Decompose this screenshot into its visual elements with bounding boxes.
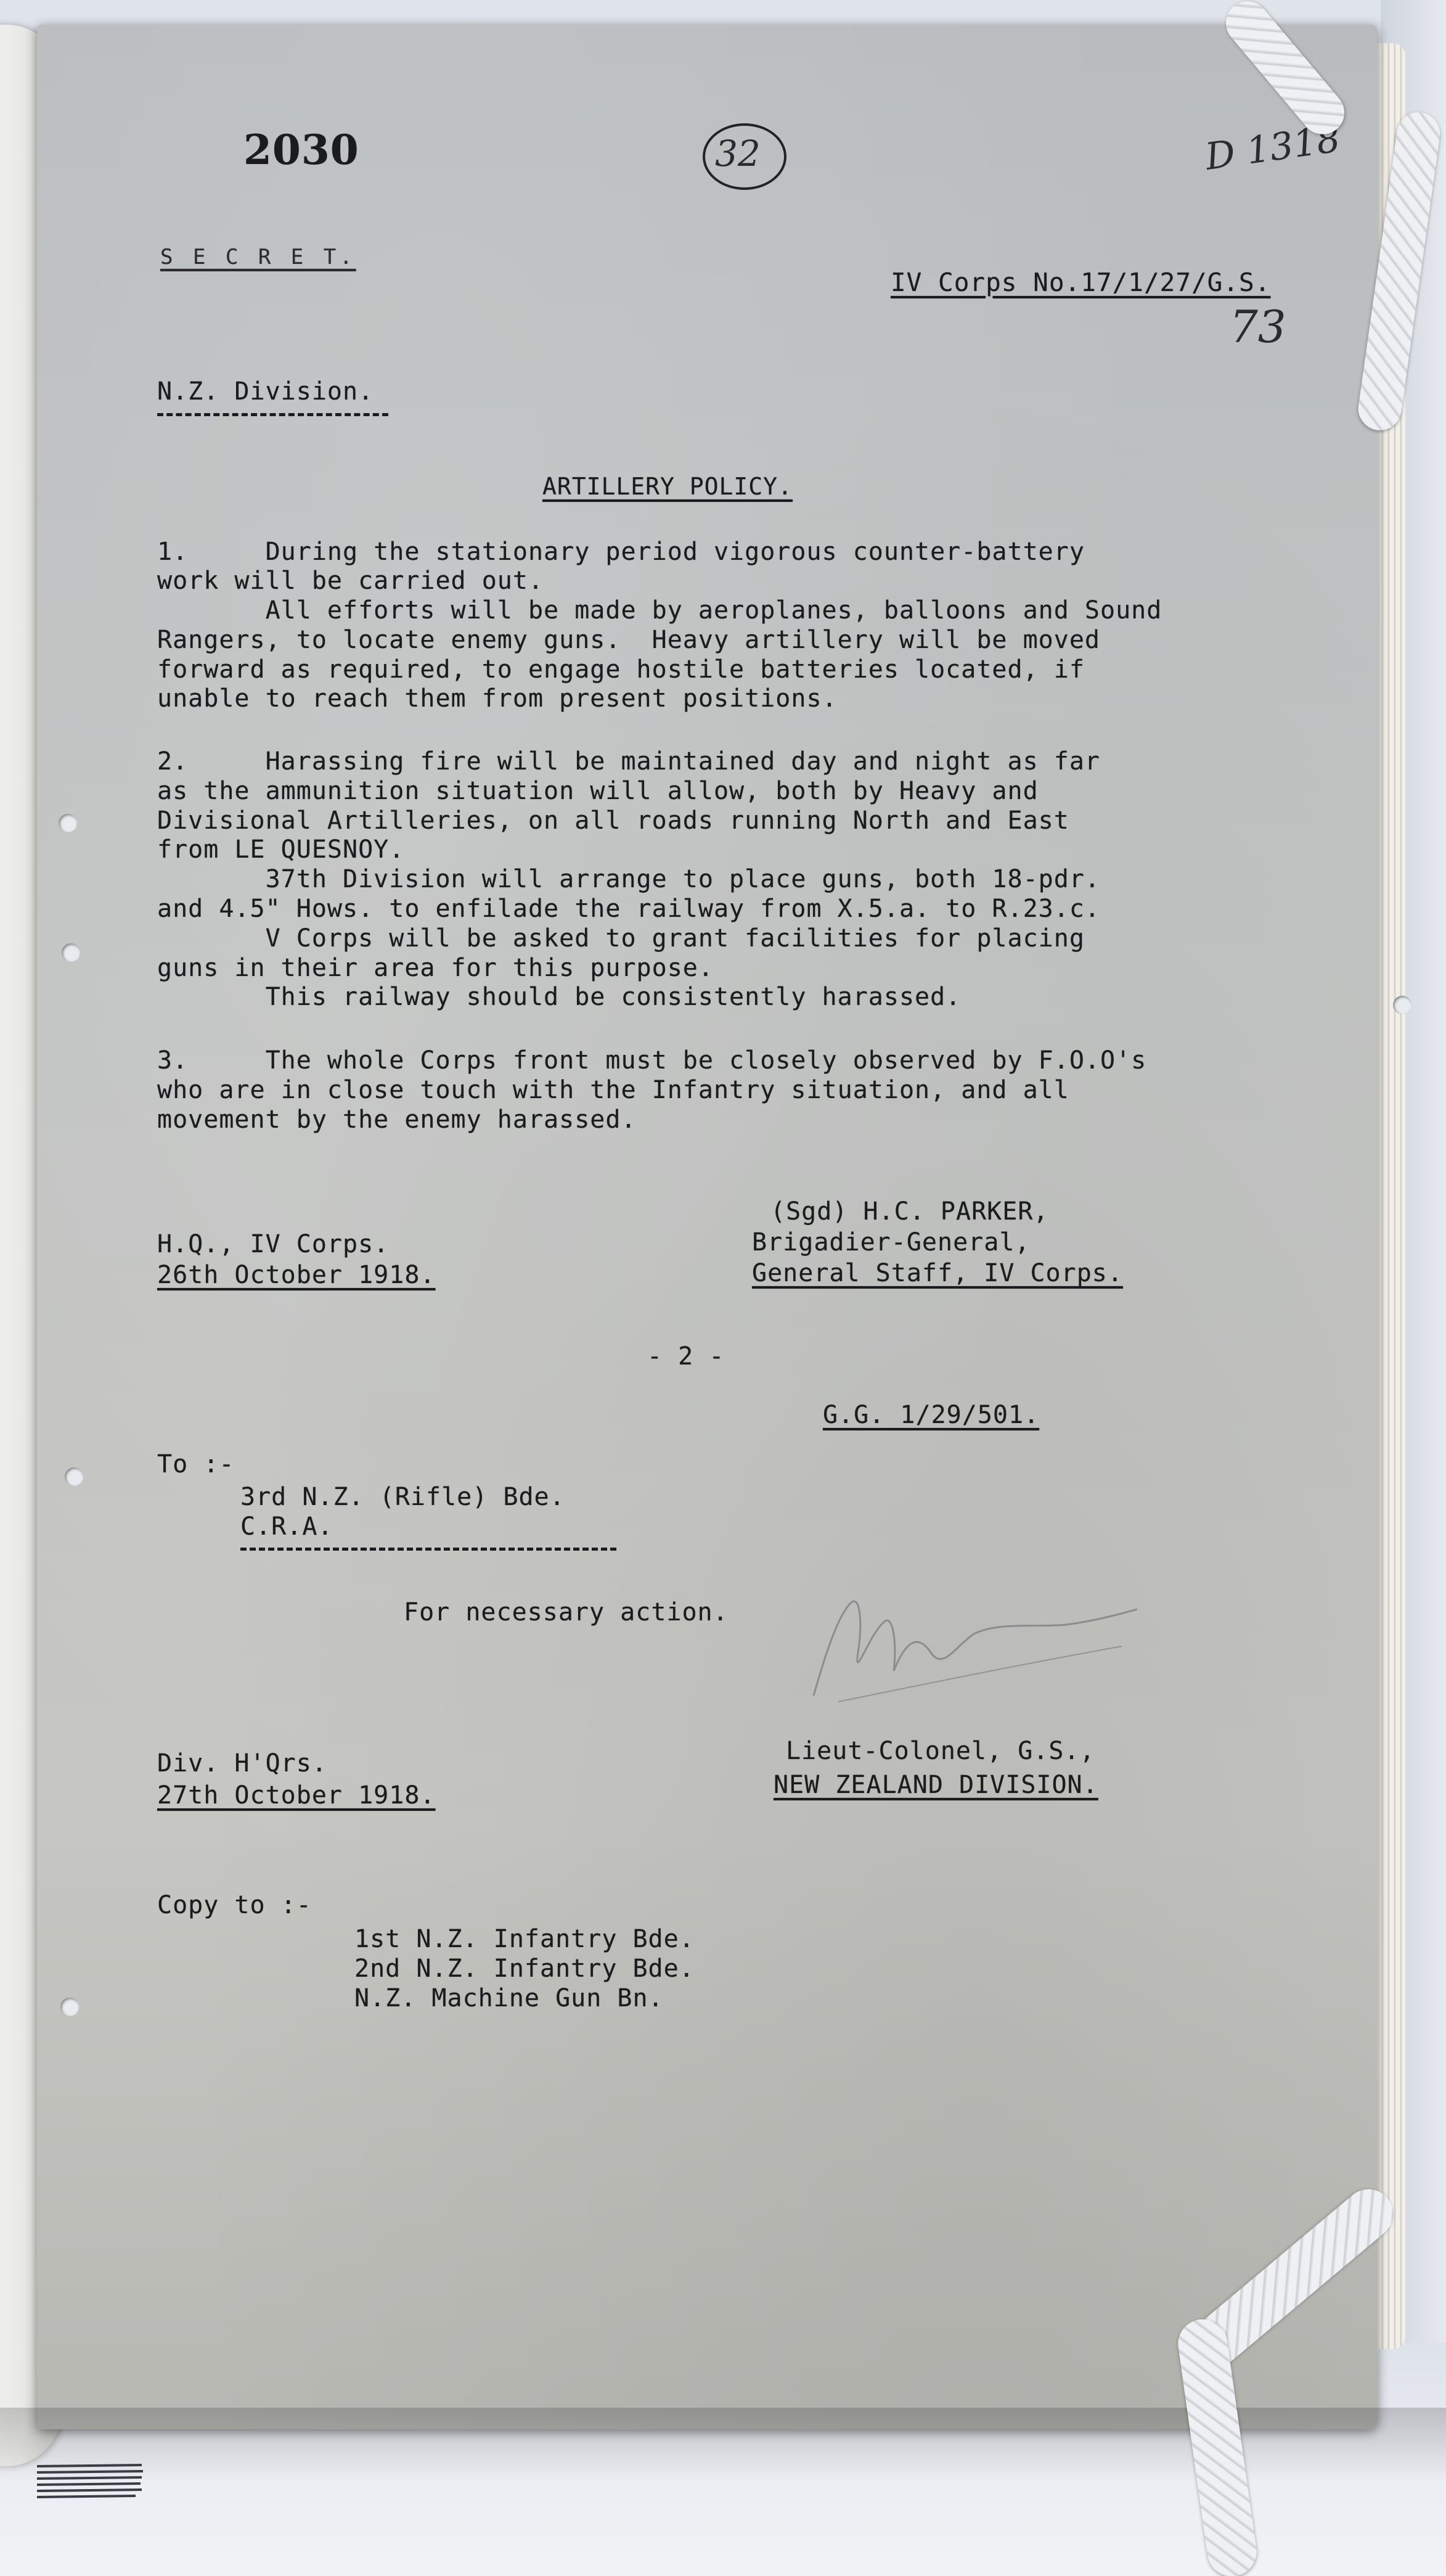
addressee-rule [157, 413, 388, 416]
punch-hole-icon [62, 943, 80, 962]
body-line: Rangers, to locate enemy guns. Heavy artillery will be moved [157, 626, 1101, 654]
signatory-unit: General Staff, IV Corps. [752, 1259, 1123, 1287]
body-line: 2. Harassing fire will be maintained day and night as far [157, 747, 1101, 776]
body-line: 37th Division will arrange to place guns, both 18-pdr. [157, 865, 1101, 893]
lieut-colonel-line: Lieut-Colonel, G.S., [786, 1737, 1095, 1765]
hq-line: H.Q., IV Corps. [157, 1230, 390, 1258]
body-line: Divisional Artilleries, on all roads running North and East [157, 806, 1069, 835]
document-title: ARTILLERY POLICY. [542, 473, 793, 500]
punch-hole-icon [1393, 996, 1411, 1014]
signatory-rank: Brigadier-General, [752, 1228, 1031, 1257]
classification-label: S E C R E T. [160, 245, 356, 269]
page-number: 73 [1230, 301, 1286, 353]
page-marker: - 2 - [647, 1342, 725, 1371]
nz-division-line: NEW ZEALAND DIVISION. [774, 1771, 1098, 1799]
body-line: work will be carried out. [157, 567, 544, 595]
corner-note: D 1318 [1203, 117, 1343, 179]
punch-hole-icon [65, 1467, 83, 1486]
recipients-rule [240, 1548, 616, 1551]
punch-hole-icon [59, 814, 77, 832]
body-line: movement by the enemy harassed. [157, 1105, 637, 1134]
body-line: guns in their area for this purpose. [157, 954, 714, 982]
action-line: For necessary action. [404, 1598, 729, 1626]
addressee: N.Z. Division. [157, 377, 374, 406]
corps-reference: IV Corps No.17/1/27/G.S. [891, 268, 1271, 297]
punch-hole-icon [60, 1998, 79, 2016]
body-line: who are in close touch with the Infantry situation, and all [157, 1076, 1069, 1104]
barcode-mark-icon [37, 2460, 148, 2503]
copy-recipient: 1st N.Z. Infantry Bde. [354, 1925, 695, 1953]
body-line: V Corps will be asked to grant facilities for placing [157, 924, 1085, 953]
document-sheet [37, 25, 1378, 2429]
body-line: 1. During the stationary period vigorous counter-battery [157, 538, 1085, 566]
recipient: C.R.A. [240, 1512, 333, 1541]
recipient: 3rd N.Z. (Rifle) Bde. [240, 1483, 565, 1511]
division-reference: G.G. 1/29/501. [823, 1401, 1040, 1429]
handwritten-signature [801, 1578, 1146, 1714]
div-hq-date: 27th October 1918. [157, 1781, 436, 1810]
folio-number: 2030 [243, 126, 359, 174]
copy-recipient: N.Z. Machine Gun Bn. [354, 1984, 664, 2012]
body-line: 3. The whole Corps front must be closely observed by F.O.O's [157, 1046, 1147, 1075]
body-line: All efforts will be made by aeroplanes, balloons and Sound [157, 596, 1162, 625]
body-line: forward as required, to engage hostile batteries located, if [157, 655, 1085, 684]
hq-date: 26th October 1918. [157, 1261, 436, 1289]
body-line: and 4.5" Hows. to enfilade the railway from X.5.a. to R.23.c. [157, 895, 1101, 923]
body-line: as the ammunition situation will allow, both by Heavy and [157, 777, 1039, 805]
signatory-name: (Sgd) H.C. PARKER, [770, 1197, 1049, 1226]
body-line: from LE QUESNOY. [157, 835, 405, 864]
copy-recipient: 2nd N.Z. Infantry Bde. [354, 1955, 695, 1983]
circled-number: 32 [715, 133, 761, 174]
body-line: This railway should be consistently harassed. [157, 983, 962, 1011]
to-label: To :- [157, 1450, 235, 1479]
div-hq-line: Div. H'Qrs. [157, 1749, 327, 1778]
copy-to-label: Copy to :- [157, 1891, 312, 1919]
body-line: unable to reach them from present positions. [157, 684, 838, 713]
